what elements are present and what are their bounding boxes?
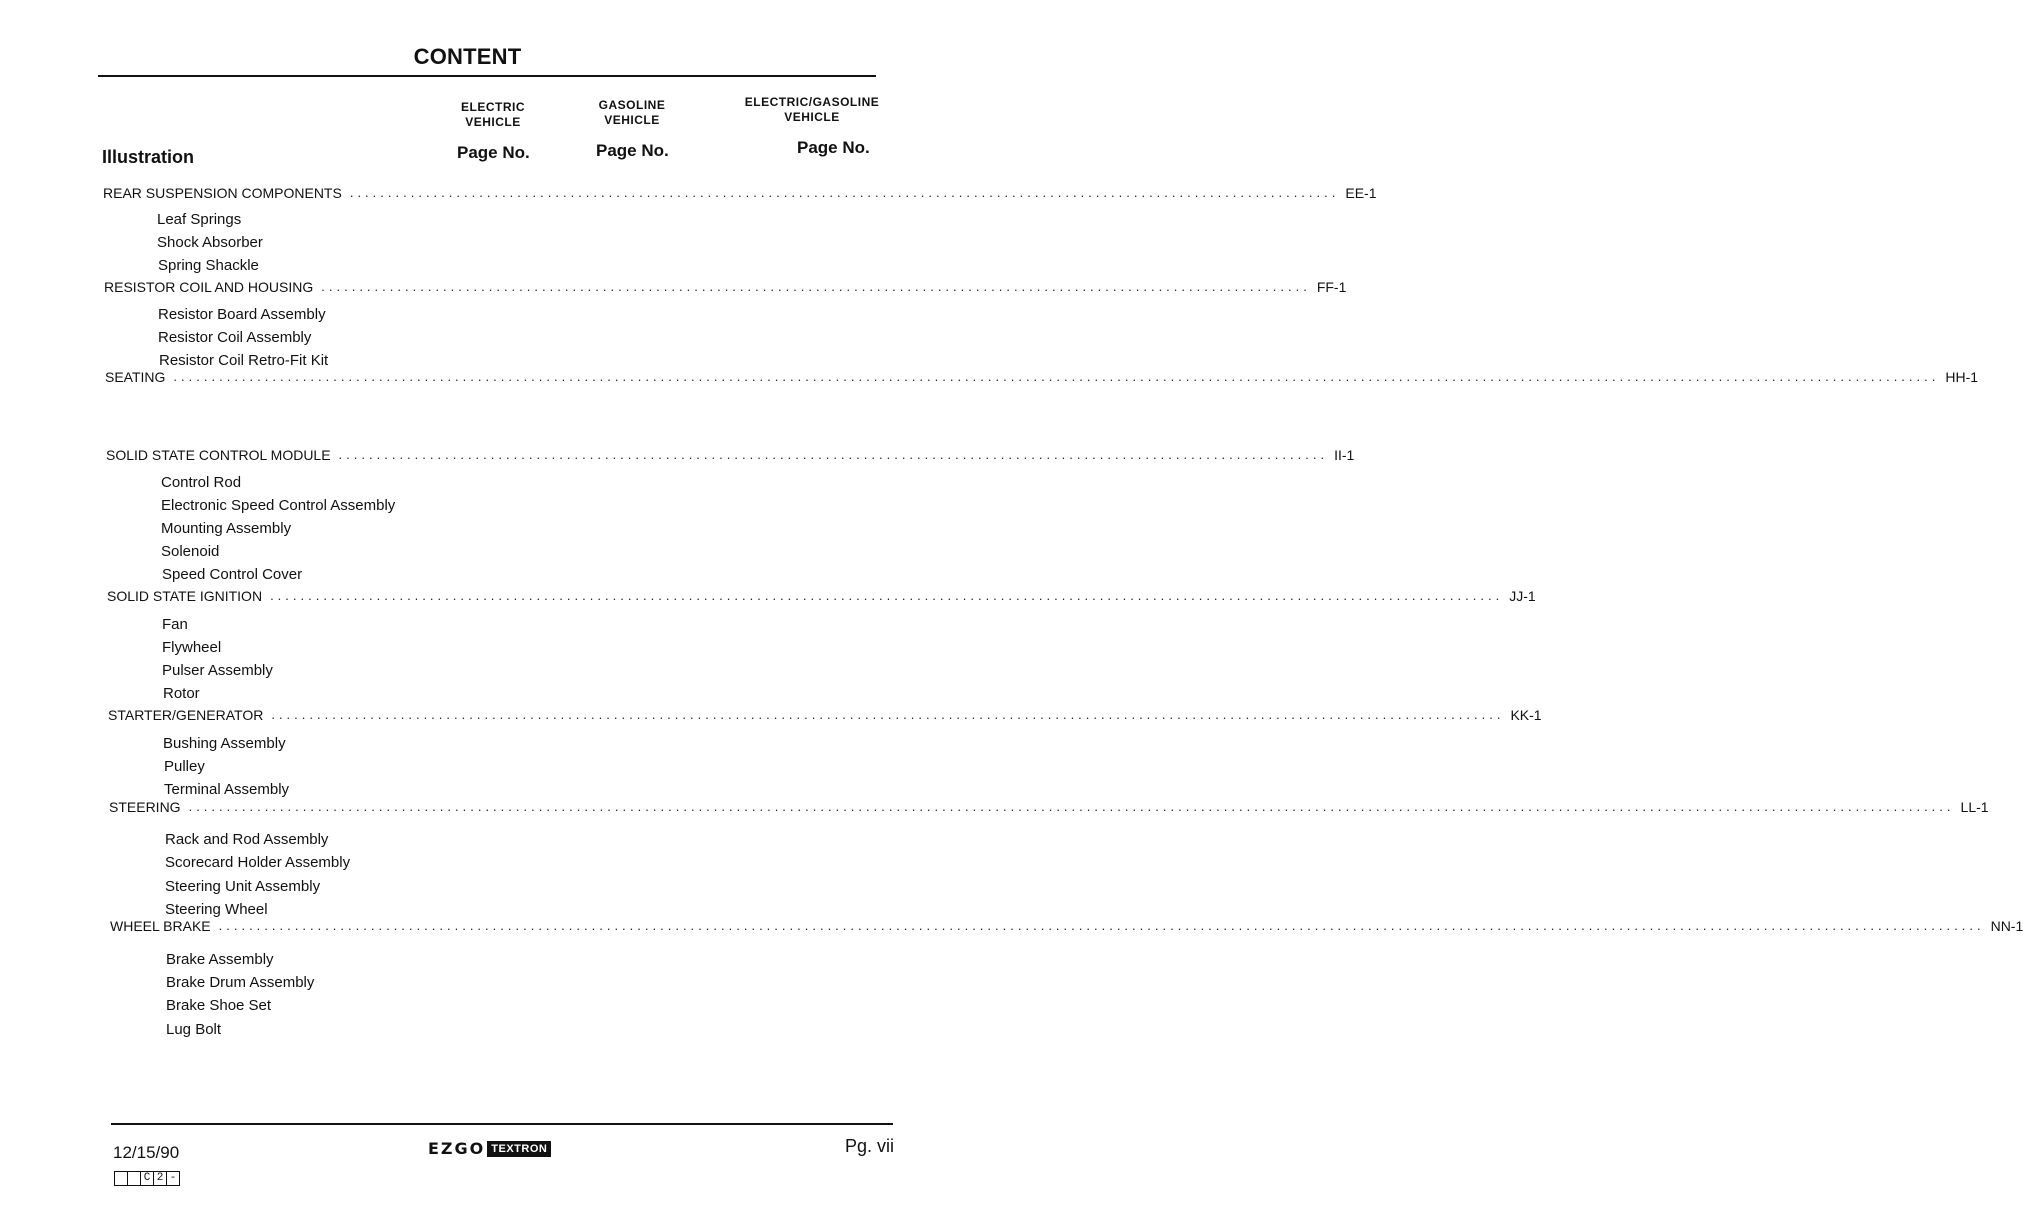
column-header-both-line1: ELECTRIC/GASOLINE bbox=[744, 95, 880, 109]
column-header-both bbox=[722, 95, 902, 125]
bottom-divider bbox=[111, 1123, 893, 1125]
toc-entry-starter-generator[interactable] bbox=[108, 706, 1542, 724]
page-no-electric: Page No. bbox=[457, 143, 530, 162]
column-header-electric-line1: ELECTRIC bbox=[461, 100, 525, 114]
ezgo-logo-text: EZGO bbox=[428, 1139, 486, 1158]
code-box: 2 bbox=[153, 1171, 167, 1186]
leader-dots: .................................................................................................................................................................. bbox=[271, 707, 1505, 722]
leader-dots: .................................................................................................................................. bbox=[321, 279, 1311, 294]
code-box bbox=[127, 1171, 141, 1186]
illustration-heading: Illustration bbox=[102, 147, 195, 167]
leader-dots: .................................................................................................................................................................. bbox=[270, 588, 1504, 603]
toc-entry-title: WHEEL BRAKE bbox=[110, 918, 211, 934]
toc-subitem: Electronic Speed Control Assembly bbox=[161, 497, 396, 514]
toc-subitem: Mounting Assembly bbox=[161, 520, 292, 537]
toc-subitem: Bushing Assembly bbox=[163, 735, 286, 752]
page-no-both: Page No. bbox=[797, 138, 870, 157]
toc-entry-title: SOLID STATE IGNITION bbox=[107, 588, 263, 604]
toc-subitem: Rotor bbox=[163, 685, 200, 702]
leader-dots: .................................................................................................................................. bbox=[338, 447, 1329, 462]
code-box: C bbox=[140, 1171, 154, 1186]
toc-entry-wheel-brake[interactable] bbox=[110, 917, 2023, 935]
page-title: CONTENT bbox=[413, 44, 522, 69]
toc-entry-resistor-coil[interactable] bbox=[104, 278, 1347, 296]
toc-subitem: Shock Absorber bbox=[157, 234, 263, 251]
toc-entry-title: REAR SUSPENSION COMPONENTS bbox=[103, 185, 342, 201]
toc-entry-page: LL-1 bbox=[1960, 799, 1989, 815]
page-no-gasoline: Page No. bbox=[596, 141, 669, 160]
toc-entry-page: HH-1 bbox=[1945, 369, 1979, 385]
toc-entry-title: SEATING bbox=[105, 369, 166, 385]
leader-dots: ........................................................................................................................................................................................................................................ bbox=[218, 918, 1985, 933]
column-header-electric-line2: VEHICLE bbox=[465, 115, 521, 129]
code-box: - bbox=[166, 1171, 180, 1186]
toc-entry-ignition[interactable] bbox=[107, 587, 1536, 605]
column-header-gasoline bbox=[586, 98, 678, 128]
toc-subitem: Resistor Coil Retro-Fit Kit bbox=[159, 352, 329, 369]
leader-dots: .................................................................................................................................. bbox=[349, 185, 1340, 200]
toc-subitem: Rack and Rod Assembly bbox=[165, 831, 329, 848]
toc-subitem: Resistor Coil Assembly bbox=[158, 329, 312, 346]
toc-subitem: Pulser Assembly bbox=[162, 662, 273, 679]
column-header-both-line2: VEHICLE bbox=[784, 110, 840, 124]
toc-subitem: Flywheel bbox=[162, 639, 222, 656]
toc-entry-rear-suspension[interactable] bbox=[103, 184, 1377, 202]
toc-entry-title: RESISTOR COIL AND HOUSING bbox=[104, 279, 314, 295]
toc-entry-page: II-1 bbox=[1334, 447, 1355, 463]
toc-subitem: Brake Shoe Set bbox=[166, 997, 272, 1014]
toc-entry-title: SOLID STATE CONTROL MODULE bbox=[106, 447, 331, 463]
toc-subitem: Lug Bolt bbox=[166, 1021, 222, 1038]
toc-subitem: Leaf Springs bbox=[157, 211, 242, 228]
toc-entry-title: STARTER/GENERATOR bbox=[108, 707, 264, 723]
toc-entry-page: EE-1 bbox=[1345, 185, 1377, 201]
toc-entry-title: STEERING bbox=[109, 799, 181, 815]
column-header-gasoline-line2: VEHICLE bbox=[604, 113, 660, 127]
code-box bbox=[114, 1171, 128, 1186]
toc-entry-seating[interactable] bbox=[105, 368, 1979, 386]
textron-logo-text: TEXTRON bbox=[487, 1141, 551, 1157]
toc-entry-page: NN-1 bbox=[1990, 918, 2023, 934]
toc-subitem: Resistor Board Assembly bbox=[158, 306, 326, 323]
toc-subitem: Terminal Assembly bbox=[164, 781, 290, 798]
column-header-gasoline-line1: GASOLINE bbox=[598, 98, 666, 112]
ezgo-textron-logo bbox=[428, 1141, 551, 1157]
leader-dots: ........................................................................................................................................................................................................................................ bbox=[188, 799, 1955, 814]
toc-subitem: Steering Unit Assembly bbox=[165, 878, 321, 895]
document-code-boxes bbox=[114, 1171, 179, 1186]
toc-entry-control-module[interactable] bbox=[106, 446, 1355, 464]
top-divider bbox=[98, 75, 876, 77]
leader-dots: ........................................................................................................................................................................................................................................ bbox=[173, 369, 1940, 384]
footer-date: 12/15/90 bbox=[113, 1143, 180, 1162]
toc-subitem: Fan bbox=[162, 616, 188, 633]
toc-entry-steering[interactable] bbox=[109, 798, 1989, 816]
toc-subitem: Solenoid bbox=[161, 543, 220, 560]
column-header-electric bbox=[448, 100, 538, 130]
toc-entry-page: JJ-1 bbox=[1509, 588, 1536, 604]
toc-entry-page: FF-1 bbox=[1316, 279, 1347, 295]
toc-entry-page: KK-1 bbox=[1510, 707, 1542, 723]
toc-subitem: Scorecard Holder Assembly bbox=[165, 854, 351, 871]
toc-subitem: Brake Drum Assembly bbox=[166, 974, 315, 991]
page-number: Pg. vii bbox=[845, 1136, 895, 1156]
toc-subitem: Brake Assembly bbox=[166, 951, 274, 968]
toc-subitem: Speed Control Cover bbox=[162, 566, 303, 583]
toc-subitem: Pulley bbox=[164, 758, 205, 775]
toc-subitem: Control Rod bbox=[161, 474, 242, 491]
toc-subitem: Steering Wheel bbox=[165, 901, 268, 918]
toc-subitem: Spring Shackle bbox=[158, 257, 259, 274]
